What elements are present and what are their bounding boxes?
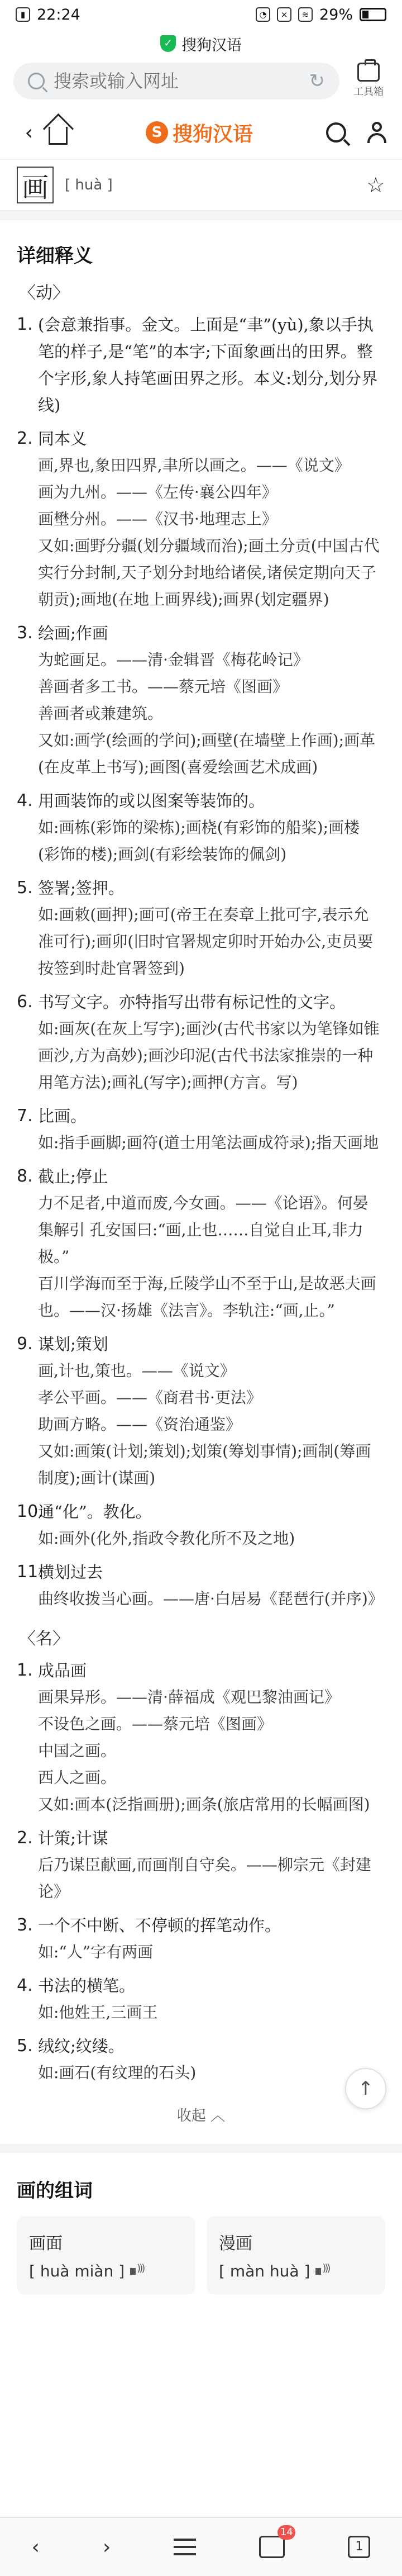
entry-example: 又如:画本(泛指画册);画条(旅店常用的长幅画图) [38, 1795, 370, 1814]
browser-bottom-bar [0, 2517, 402, 2576]
home-button[interactable] [44, 120, 73, 145]
definition-entry [0, 1559, 402, 1612]
sogou-logo-icon: S [146, 121, 168, 144]
entry-definition: 书写文字。亦特指写出带有标记性的文字。 [38, 993, 346, 1012]
entry-number: 4. [17, 791, 33, 810]
entry-example: 善画者或兼建筑。 [38, 704, 164, 723]
status-left [16, 6, 80, 23]
tab-count-badge: 14 [277, 2525, 295, 2540]
entry-body [38, 1163, 380, 1324]
entry-definition: 成品画 [38, 1661, 87, 1680]
entry-definition: (会意兼指事。金文。上面是“聿”(yù),象以手执笔的样子,是“笔”的本字;下面象画出的田界。整个字形,象人持笔画田界之形。本义:划分,划分界线) [38, 315, 378, 415]
word-pinyin: [ huà ] [65, 177, 113, 193]
battery-percent: 29% [319, 6, 353, 23]
site-nav [0, 106, 402, 160]
entry-number: 3. [17, 1915, 33, 1935]
entry-number: 4. [17, 1976, 33, 1995]
section-divider [0, 211, 402, 220]
toolbox-icon [357, 63, 380, 82]
entry-body [38, 425, 380, 613]
compound-pinyin-row [29, 2262, 183, 2280]
entry-body [38, 1972, 380, 2026]
scroll-top-button[interactable] [345, 2068, 386, 2109]
entry-example: 又如:画策(计划;策划);划策(筹划事情);画制(筹画制度);画计(谋画) [38, 1442, 371, 1487]
compounds-title: 画的组词 [17, 2180, 93, 2202]
compound-word: 画面 [29, 2234, 63, 2254]
entry-example: 画,界也,象田四界,聿所以画之。——《说文》 [38, 456, 350, 475]
user-icon[interactable] [366, 122, 387, 143]
entry-example: 中国之画。 [38, 1742, 117, 1760]
compound-word: 漫画 [219, 2234, 252, 2254]
entry-number: 11. [17, 1562, 44, 1582]
word-header [0, 160, 402, 211]
compounds-section [0, 2153, 402, 2294]
entry-example: 助画方略。——《资治通鉴》 [38, 1415, 242, 1434]
back-icon[interactable]: ‹ [25, 120, 34, 145]
nav-right [326, 122, 387, 143]
entry-example: 孝公平画。——《商君书·更法》 [38, 1388, 262, 1407]
menu-icon[interactable] [174, 2539, 196, 2555]
definition-entry [0, 989, 402, 1096]
status-right [256, 6, 386, 23]
entry-definition: 计策;计谋 [38, 1829, 108, 1848]
definition-entry [0, 1657, 402, 1818]
definition-entry [0, 787, 402, 868]
definition-entry [0, 875, 402, 982]
entry-example: 又如:画野分疆(划分疆域而治);画土分贡(中国古代实行分封制,天子划分封地给诸侯,诸侯定期向天子朝贡);画地(在地上画界线);画界(划定疆界) [38, 537, 380, 609]
back-arrow-icon[interactable]: ‹ [31, 2535, 40, 2559]
compound-pinyin: [ huà miàn ] [29, 2262, 125, 2280]
battery-icon [360, 8, 386, 21]
entry-number: 2. [17, 429, 33, 448]
entry-body [38, 1103, 380, 1156]
alarm-icon: ◔ [256, 7, 270, 22]
definition-entry [0, 425, 402, 613]
entry-example: 百川学海而至于海,丘陵学山不至于山,是故恶夫画也。——汉·扬雄《法言》。李轨注:“画,止。” [38, 1274, 376, 1320]
entry-definition: 绘画;作画 [38, 624, 108, 643]
entry-example: 为蛇画足。——清·金辑晋《梅花岭记》 [38, 651, 309, 669]
entry-body [38, 1498, 380, 1552]
toolbox-label: 工具箱 [353, 86, 384, 98]
pos-verb: 〈动〉 [19, 283, 69, 303]
entry-example: 不设色之画。——蔡元培《图画》 [38, 1715, 273, 1733]
entry-example: 后乃谋臣献画,而画削自守矣。——柳宗元《封建论》 [38, 1856, 371, 1901]
collapse-button[interactable]: 收起 ︿ [176, 2108, 226, 2124]
entry-body [38, 620, 380, 781]
entry-example: 又如:画学(绘画的学问);画壁(在墙壁上作画);画革(在皮革上书写);画图(喜爱绘画艺术成画) [38, 731, 375, 776]
entry-example: 画为九州。——《左传·襄公四年》 [38, 483, 277, 501]
section-divider [0, 2144, 402, 2153]
entry-number: 10. [17, 1502, 44, 1521]
entry-number: 5. [17, 2036, 33, 2056]
entry-body [38, 1559, 384, 1612]
entry-definition: 通“化”。教化。 [38, 1502, 152, 1521]
browser-page-title: 搜狗汉语 [181, 36, 242, 54]
home-icon [49, 127, 68, 145]
definition-entry [0, 1331, 402, 1492]
compound-card[interactable] [17, 2216, 195, 2294]
entry-definition: 书法的横笔。 [38, 1976, 136, 1995]
search-icon[interactable] [326, 122, 346, 143]
mute-icon: × [277, 7, 291, 22]
secure-shield-icon: ✓ [160, 35, 176, 52]
entry-example: 如:画灰(在灰上写字);画沙(古代书家以为笔锋如锥画沙,方为高妙);画沙印泥(古代书法家推崇的一种用笔方法);画礼(写字);画押(方言。写) [38, 1019, 380, 1092]
entry-body [38, 989, 380, 1096]
entry-body [38, 1657, 380, 1818]
arrow-up-icon: ↑ [357, 2077, 374, 2100]
entry-number: 2. [17, 1828, 33, 1848]
entry-body [38, 1912, 380, 1966]
pos-noun: 〈名〉 [19, 1629, 69, 1649]
definition-entry [0, 2033, 402, 2086]
entry-definition: 截止;停止 [38, 1167, 108, 1186]
definition-entry [0, 311, 402, 419]
entry-definition: 绒纹;纹缕。 [38, 2037, 125, 2056]
favorite-star-icon[interactable]: ☆ [366, 173, 385, 197]
entry-example: 画,计也,策也。——《说文》 [38, 1361, 236, 1380]
status-bar [0, 0, 402, 29]
entry-body [38, 787, 380, 868]
wifi-icon: ≋ [298, 7, 313, 22]
definition-entry [0, 1103, 402, 1156]
entry-definition: 签署;签押。 [38, 879, 125, 898]
entry-example: 善画者多工书。——蔡元培《图画》 [38, 677, 289, 696]
entry-body [38, 2033, 380, 2086]
tabs-button[interactable] [259, 2526, 293, 2558]
entry-number: 9. [17, 1334, 33, 1354]
definition-entry [0, 1825, 402, 1905]
compounds-row [0, 2216, 402, 2294]
definition-entry [0, 620, 402, 781]
entry-example: 如:他姓王,三画王 [38, 2003, 158, 2022]
verb-entries [0, 311, 402, 1612]
entry-number: 8. [17, 1166, 33, 1186]
definition-entry [0, 1498, 402, 1552]
entry-example: 力不足者,中道而废,今女画。——《论语》。何晏集解引 孔安国曰:“画,止也……自觉自止耳,非力极。” [38, 1194, 368, 1266]
compound-pinyin-row [219, 2262, 373, 2280]
entry-body [38, 875, 380, 982]
site-logo-text: 搜狗汉语 [172, 122, 253, 146]
toolbox-button[interactable] [348, 63, 389, 98]
site-logo[interactable] [73, 118, 326, 147]
entry-number: 5. [17, 878, 33, 898]
noun-entries [0, 1657, 402, 2086]
entry-definition: 横划过去 [38, 1563, 103, 1582]
entry-number: 1. [17, 315, 33, 334]
definition-entry [0, 1912, 402, 1966]
entry-body [38, 1331, 380, 1492]
detail-section [0, 220, 402, 2144]
definition-entry [0, 1163, 402, 1324]
entry-example: 如:画栋(彩饰的梁栋);画桡(有彩饰的船桨);画楼(彩饰的楼);画剑(有彩绘装饰的佩剑) [38, 818, 360, 864]
entry-example: 如:画石(有纹理的石头) [38, 2063, 197, 2082]
signal-icon: ▮ [16, 7, 30, 22]
entry-definition: 谋划;策划 [38, 1335, 108, 1354]
search-icon [28, 73, 45, 89]
speaker-icon[interactable] [130, 2264, 147, 2279]
entry-definition: 比画。 [38, 1107, 87, 1126]
page-indicator[interactable]: 1 [348, 2536, 370, 2558]
address-bar[interactable] [13, 63, 339, 99]
address-input[interactable] [54, 70, 300, 92]
address-row [0, 58, 402, 106]
entry-number: 6. [17, 992, 33, 1012]
compound-pinyin: [ màn huà ] [219, 2262, 310, 2280]
speaker-icon[interactable] [315, 2264, 332, 2279]
forward-arrow-icon[interactable]: › [102, 2535, 111, 2559]
entry-definition: 用画装饰的或以图案等装饰的。 [38, 791, 265, 810]
entry-number: 7. [17, 1106, 33, 1126]
entry-number: 1. [17, 1661, 33, 1680]
entry-definition: 一个不中断、不停顿的挥笔动作。 [38, 1916, 281, 1935]
refresh-icon[interactable]: ↻ [309, 70, 325, 92]
word-character: 画 [17, 167, 54, 203]
entry-example: 画壄分州。——《汉书·地理志上》 [38, 510, 277, 528]
entry-example: 曲终收拨当心画。——唐·白居易《琵琶行(并序)》 [38, 1590, 384, 1608]
entry-example: 如:“人”字有两画 [38, 1943, 154, 1961]
definition-entry [0, 1972, 402, 2026]
entry-example: 西人之画。 [38, 1768, 117, 1787]
entry-body [38, 1825, 380, 1905]
entry-definition: 同本义 [38, 429, 87, 448]
entry-body [38, 311, 380, 419]
entry-number: 3. [17, 623, 33, 643]
compound-card[interactable] [207, 2216, 385, 2294]
entry-example: 如:画外(化外,指政令教化所不及之地) [38, 1529, 295, 1548]
entry-example: 画果异形。——清·薛福成《观巴黎油画记》 [38, 1688, 340, 1706]
detail-title: 详细释义 [17, 245, 93, 267]
entry-example: 如:画敕(画押);画可(帝王在奏章上批可字,表示允准可行);画卯(旧时官署规定卯时开始办公,吏员要按签到时赴官署签到) [38, 905, 374, 978]
entry-example: 如:指手画脚;画符(道士用笔法画成符录);指天画地 [38, 1133, 379, 1152]
status-time: 22:24 [37, 6, 80, 23]
browser-title-bar [0, 29, 402, 58]
